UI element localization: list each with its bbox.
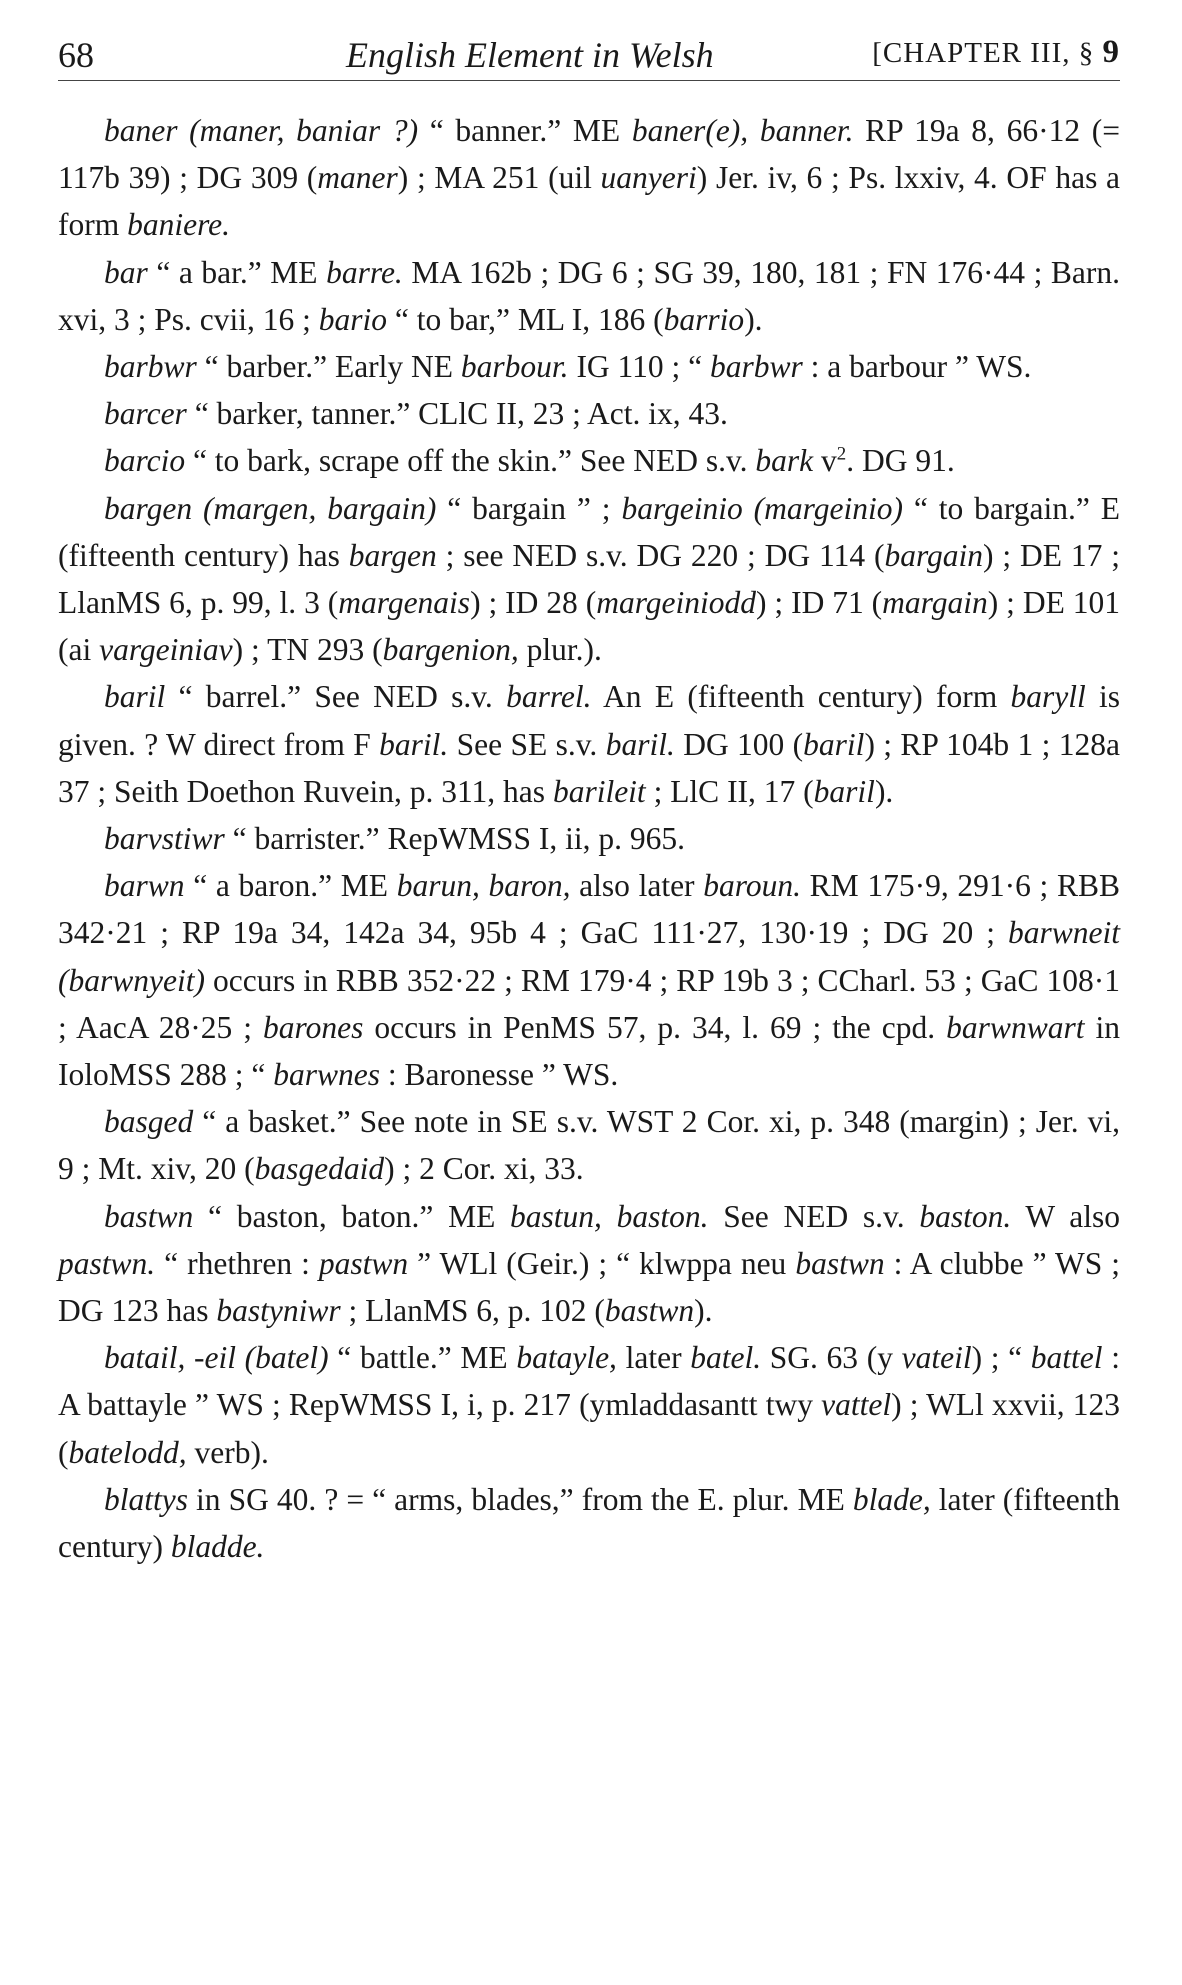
headword: baner (maner, baniar ?): [104, 113, 419, 148]
section-number: 9: [1102, 34, 1120, 70]
headword: barcer: [104, 396, 187, 432]
entry-barvstiwr: barvstiwr “ barrister.” RepWMSS I, ii, p. 965.: [104, 821, 685, 857]
chapter-reference: [CHAPTER III, § 9: [872, 34, 1120, 70]
headword: basged: [104, 1104, 194, 1140]
headword: bargen (margen, bargain): [104, 490, 437, 526]
running-header: [58, 28, 1120, 81]
headword: bastwn: [104, 1198, 194, 1234]
headword: blattys: [104, 1481, 188, 1517]
headword: batail, -eil (batel): [104, 1340, 329, 1376]
entry-bargen: bargen (margen, bargain) “ bargain ” ; bargeinio (margeinio) “ to bargain.” E (fifteenth century) has bargen ; see NED s.v. DG 220 ; DG 114 (bargain) ; DE 17 ; LlanMS 6, p. 99, l. 3 (margenais) ; ID 28 (margeiniodd) ; ID 71 (margain) ; DE 101 (ai vargeiniav) ; TN 293 (bargenion, plur.).: [58, 490, 1120, 668]
entry-batail: batail, -eil (batel) “ battle.” ME batayle, later batel. SG. 63 (y vateil) ; “ battel : A battayle ” WS ; RepWMSS I, i, p. 217 (ymladdasantt twy vattel) ; WLl xxvii, 123 (batelodd, verb).: [58, 1340, 1120, 1470]
page: [58, 28, 1120, 1570]
entry-basged: basged “ a basket.” See note in SE s.v. WST 2 Cor. xi, p. 348 (margin) ; Jer. vi, 9 ; Mt. xiv, 20 (basgedaid) ; 2 Cor. xi, 33.: [58, 1104, 1120, 1187]
dictionary-body: [58, 107, 1120, 1570]
entry-baner: baner (maner, baniar ?) “ banner.” ME baner(e), banner. RP 19a 8, 66·12 (= 117b 39) ; DG 309 (maner) ; MA 251 (uil uanyeri) Jer. iv, 6 ; Ps. lxxiv, 4. OF has a form baniere.: [58, 113, 1120, 243]
headword: barvstiwr: [104, 821, 225, 857]
entry-barbwr: barbwr “ barber.” Early NE barbour. IG 110 ; “ barbwr : a barbour ” WS.: [104, 349, 1032, 385]
entry-bastwn: bastwn “ baston, baton.” ME bastun, baston. See NED s.v. baston. W also pastwn. “ rhethren : pastwn ” WLl (Geir.) ; “ klwppa neu bastwn : A clubbe ” WS ; DG 123 has bastyniwr ; LlanMS 6, p. 102 (bastwn).: [58, 1198, 1121, 1329]
entry-blattys: blattys in SG 40. ? = “ arms, blades,” from the E. plur. ME blade, later (fifteenth century) bladde.: [58, 1481, 1120, 1565]
entry-barcer: barcer “ barker, tanner.” CLlC II, 23 ; Act. ix, 43.: [104, 396, 728, 432]
headword: barbwr: [104, 349, 197, 385]
entry-barwn: barwn “ a baron.” ME barun, baron, also later baroun. RM 175·9, 291·6 ; RBB 342·21 ; RP 19a 34, 142a 34, 95b 4 ; GaC 111·27, 130·19 ; DG 20 ; barwneit (barwnyeit) occurs in RBB 352·22 ; RM 179·4 ; RP 19b 3 ; CCharl. 53 ; GaC 108·1 ; AacA 28·25 ; barones occurs in PenMS 57, p. 34, l. 69 ; the cpd. barwnwart in IoloMSS 288 ; “ barwnes : Baronesse ” WS.: [58, 868, 1120, 1093]
entry-barcio: barcio “ to bark, scrape off the skin.” See NED s.v. bark $v^2$. DG 91.: [104, 443, 955, 479]
headword: barcio: [104, 443, 186, 479]
headword: bar: [104, 254, 148, 290]
entry-baril: baril “ barrel.” See NED s.v. barrel. An E (fifteenth century) form baryll is given. ? W direct from F baril. See SE s.v. baril. DG 100 (baril) ; RP 104b 1 ; 128a 37 ; Seith Doethon Ruvein, p. 311, has barileit ; LlC II, 17 (baril).: [58, 679, 1120, 809]
headword: barwn: [104, 868, 185, 904]
page-number: 68: [58, 35, 94, 75]
running-title: English Element in Welsh: [346, 35, 714, 75]
headword: baril: [104, 679, 166, 715]
entry-bar: bar “ a bar.” ME barre. MA 162b ; DG 6 ; SG 39, 180, 181 ; FN 176·44 ; Barn. xvi, 3 ; Ps. cvii, 16 ; bario “ to bar,” ML I, 186 (barrio).: [58, 254, 1120, 337]
